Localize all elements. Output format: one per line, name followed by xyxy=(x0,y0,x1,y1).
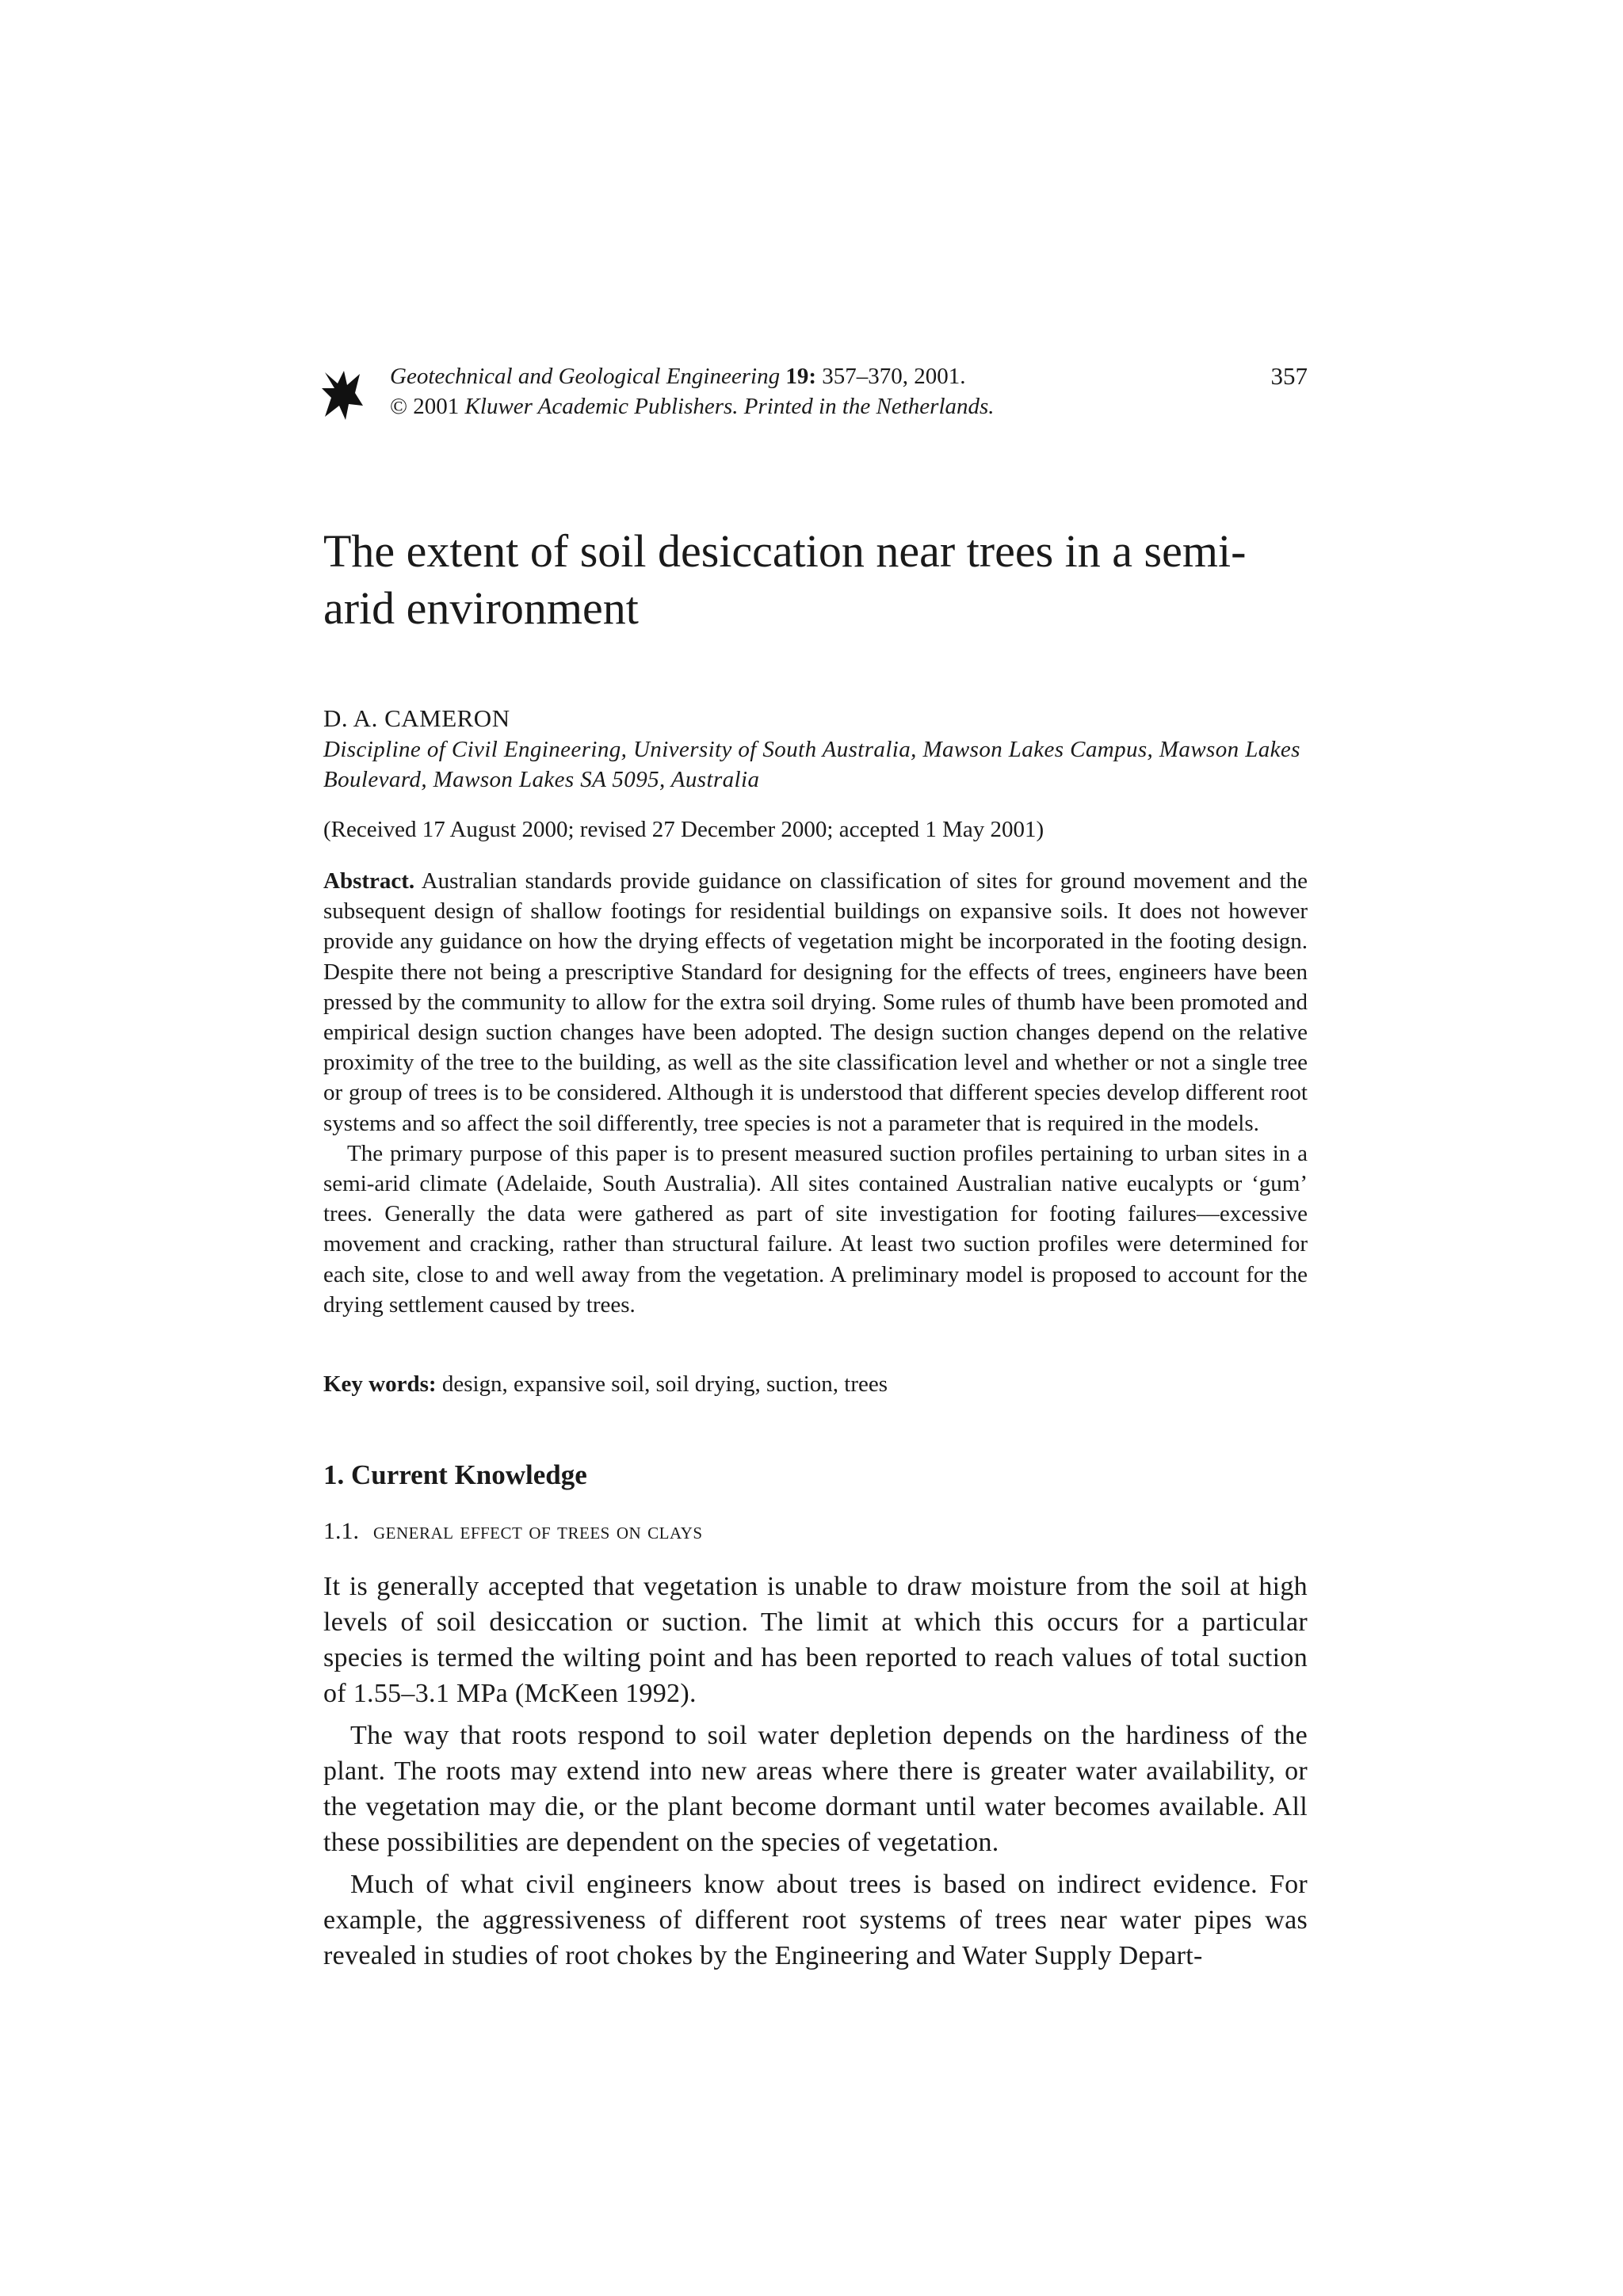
journal-line xyxy=(390,361,995,391)
abstract-text: Australian standards provide guidance on classification of sites for ground movement and the subsequent design of shallow footings for residential buildings on expansive soils. It does not however provide any guidance on how the drying effects of vegetation might be incorporated in the footing design. Despite there not being a prescriptive Standard for designing for the effects of trees, engineers have been pressed by the community to allow for the extra soil drying. Some rules of thumb have been promoted and empirical design suction changes have been adopted. The design suction changes depend on the relative proximity of the tree to the building, as well as the site classification level and whether or not a single tree or group of trees is to be considered. Although it is understood that different species develop different root systems and so affect the soil differently, tree species is not a parameter that is required in the models. xyxy=(323,868,1308,1136)
page-number: 357 xyxy=(1270,362,1308,390)
abstract-label: Abstract. xyxy=(323,868,415,894)
subsection-title: general effect of trees on clays xyxy=(373,1518,703,1544)
abstract xyxy=(323,866,1308,1320)
body-paragraph: It is generally accepted that vegetation is unable to draw moisture from the soil at high levels of soil desiccation or suction. The limit at which this occurs for a particular species is termed the wilting point and has been reported to reach values of total suction of 1.55–3.1 MPa (McKeen 1992). xyxy=(323,1572,1308,1708)
copyright-line xyxy=(390,391,995,421)
abstract-paragraph xyxy=(323,866,1308,1138)
abstract-paragraph: The primary purpose of this paper is to present measured suction profiles pertaining to urban sites in a semi-arid climate (Adelaide, South Australia). All sites contained Australian native eucalypts or ‘gum’ trees. Generally the data were gathered as part of site investigation for footing failures—excessive movement and cracking, rather than structural failure. At least two suction profiles were determined for each site, close to and well away from the vegetation. A preliminary model is proposed to account for the drying settlement caused by trees. xyxy=(323,1140,1308,1318)
keywords-label: Key words: xyxy=(323,1371,437,1397)
journal-citation xyxy=(390,361,995,421)
copyright-icon: © xyxy=(390,394,408,419)
paper-title: The extent of soil desiccation near trees in a semi-arid environment xyxy=(323,525,1247,634)
subsection-number: 1.1. xyxy=(323,1518,359,1544)
body-text xyxy=(323,1569,1308,1980)
body-paragraph: The way that roots respond to soil water depletion depends on the hardiness of the plant. The roots may extend into new areas where there is greater water availability, or the vegetation may die, or the plant become dormant until water becomes available. All these possibilities are dependent on the species of vegetation. xyxy=(323,1721,1308,1857)
running-header xyxy=(323,361,1308,433)
journal-page xyxy=(323,0,1308,2296)
publisher-logo-icon xyxy=(320,366,365,423)
author-affiliation: Discipline of Civil Engineering, University of South Australia, Mawson Lakes Campus, Mawson Lakes Boulevard, Mawson Lakes SA 5095, Australia xyxy=(323,737,1300,792)
copyright-year: 2001 xyxy=(413,394,460,419)
publisher-name: Kluwer Academic Publishers. Printed in the Netherlands. xyxy=(464,394,995,419)
journal-volume: 19: xyxy=(785,364,816,389)
received-dates: (Received 17 August 2000; revised 27 December 2000; accepted 1 May 2001) xyxy=(323,817,1044,842)
author-name: D. A. CAMERON xyxy=(323,704,510,732)
keywords xyxy=(323,1369,888,1399)
journal-name: Geotechnical and Geological Engineering xyxy=(390,364,781,389)
body-paragraph: Much of what civil engineers know about trees is based on indirect evidence. For example, the aggressiveness of different root systems of trees near water pipes was revealed in studies of root chokes by the Engineering and Water Supply Depart- xyxy=(323,1870,1308,1970)
journal-pages-year: 357–370, 2001. xyxy=(822,364,966,389)
subsection-heading xyxy=(323,1516,703,1547)
keywords-text: design, expansive soil, soil drying, suction, trees xyxy=(441,1371,888,1397)
section-heading: 1. Current Knowledge xyxy=(323,1459,587,1490)
